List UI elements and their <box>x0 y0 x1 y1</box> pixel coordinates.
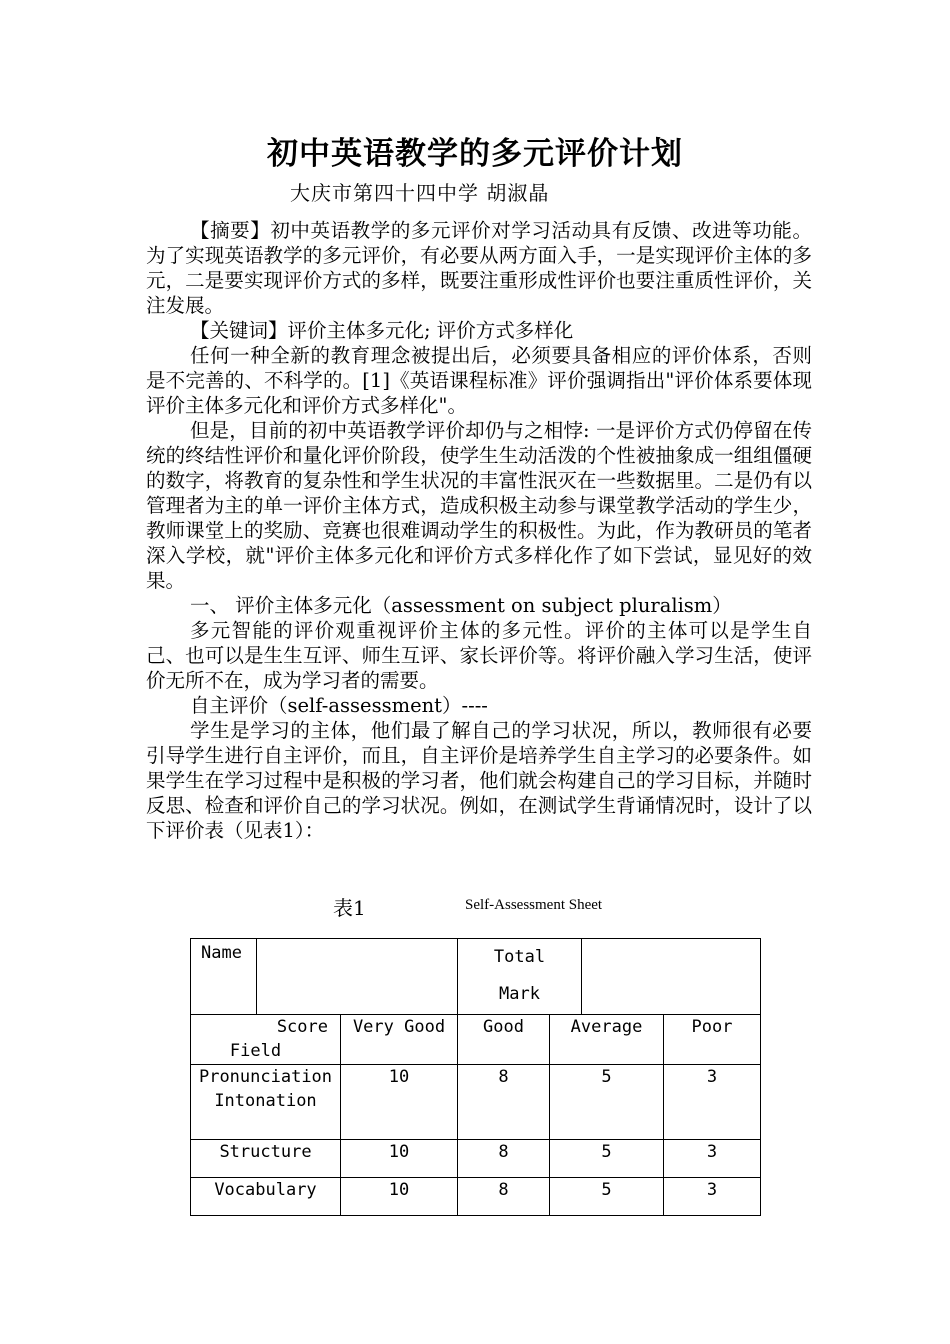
name-value-cell <box>257 939 458 1015</box>
body-paragraph: 多元智能的评价观重视评价主体的多元性。评价的主体可以是学生自己、也可以是生生互评、师生互评、家长评价等。将评价融入学习生活，使评价无所不在，成为学习者的需要。 <box>146 619 812 692</box>
keywords-paragraph: 【关键词】评价主体多元化; 评价方式多样化 <box>190 319 574 342</box>
score-cell: 5 <box>550 1140 664 1178</box>
table-row <box>191 1140 761 1178</box>
score-cell: 10 <box>341 1178 458 1216</box>
row-field: Pronunciation Intonation <box>191 1065 341 1140</box>
article-body <box>146 218 812 843</box>
column-header: Good <box>458 1015 550 1065</box>
column-header: Average <box>550 1015 664 1065</box>
section-heading: 一、 评价主体多元化（assessment on subject pluralism） <box>190 594 732 617</box>
score-cell: 3 <box>664 1140 761 1178</box>
body-paragraph: 但是，目前的初中英语教学评价却仍与之相悖: 一是评价方式仍停留在传统的终结性评价和量化评价阶段，使学生生动活泼的个性被抽象成一组组僵硬的数字，将教育的复杂性和学生状况的丰富性泯灭在一些数据里。二是仍有以管理者为主的单一评价主体方式，造成积极主动参与课堂教学活动的学生少，教师课堂上的奖励、竞赛也很难调动学生的积极性。为此，作为教研员的笔者深入学校，就"评价主体多元化和评价方式多样化作了如下尝试，显见好的效果。 <box>146 419 812 592</box>
score-cell: 8 <box>458 1178 550 1216</box>
score-cell: 3 <box>664 1065 761 1140</box>
table-header-row <box>191 1015 761 1065</box>
name-label: Name <box>191 939 257 1015</box>
table-row <box>191 939 761 1015</box>
score-field-header <box>191 1015 341 1065</box>
table-name: Self-Assessment Sheet <box>465 897 603 913</box>
score-cell: 8 <box>458 1140 550 1178</box>
total-mark-value-cell <box>582 939 761 1015</box>
row-field: Structure <box>191 1140 341 1178</box>
abstract-paragraph: 【摘要】初中英语教学的多元评价对学习活动具有反馈、改进等功能。为了实现英语教学的多元评价，有必要从两方面入手，一是实现评价主体的多元，二是要实现评价方式的多样，既要注重形成性评价也要注重质性评价，关注发展。 <box>146 219 812 317</box>
body-paragraph: 学生是学习的主体，他们最了解自己的学习状况，所以，教师很有必要引导学生进行自主评价，而且，自主评价是培养学生自主学习的必要条件。如果学生在学习过程中是积极的学习者，他们就会构建自己的学习目标，并随时反思、检查和评价自己的学习状况。例如，在测试学生背诵情况时，设计了以下评价表（见表1）： <box>146 719 812 842</box>
score-cell: 10 <box>341 1065 458 1140</box>
score-cell: 5 <box>550 1178 664 1216</box>
score-label: Score <box>276 1017 328 1037</box>
score-cell: 3 <box>664 1178 761 1216</box>
score-cell: 8 <box>458 1065 550 1140</box>
body-paragraph: 任何一种全新的教育理念被提出后，必须要具备相应的评价体系，否则是不完善的、不科学的。[1]《英语课程标准》评价强调指出"评价体系要体现评价主体多元化和评价方式多样化"。 <box>146 344 812 417</box>
subsection-heading: 自主评价（self-assessment）---- <box>190 694 488 717</box>
author-line: 大庆市第四十四中学 胡淑晶 <box>290 181 550 205</box>
self-assessment-table <box>190 938 761 1216</box>
table-row <box>191 1065 761 1140</box>
field-label: Field <box>229 1041 282 1061</box>
row-field: Vocabulary <box>191 1178 341 1216</box>
score-cell: 10 <box>341 1140 458 1178</box>
table-row <box>191 1178 761 1216</box>
total-mark-label: Total Mark <box>458 939 582 1015</box>
column-header: Very Good <box>341 1015 458 1065</box>
table-number: 表1 <box>333 896 366 920</box>
page-title: 初中英语教学的多元评价计划 <box>267 136 683 172</box>
column-header: Poor <box>664 1015 761 1065</box>
score-cell: 5 <box>550 1065 664 1140</box>
